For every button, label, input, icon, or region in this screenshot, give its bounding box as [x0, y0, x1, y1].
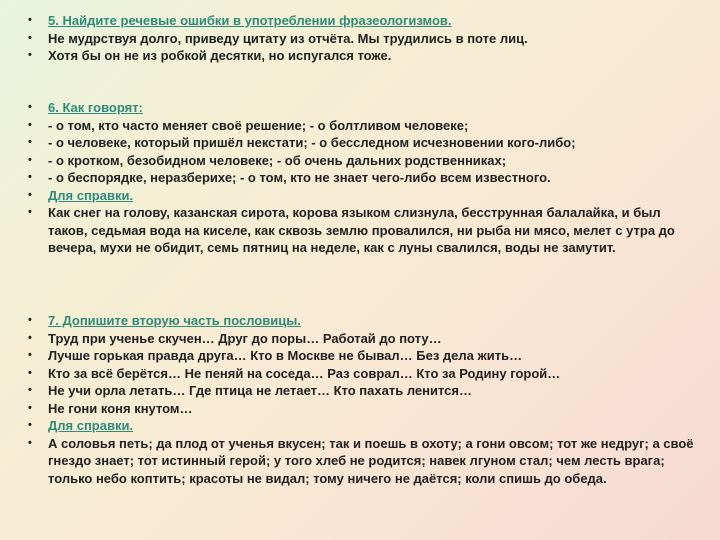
link-text[interactable]: 6. Как говорят: [48, 100, 143, 115]
line-text: Не мудрствуя долго, приведу цитату из отчёта. Мы трудились в поте лиц. [48, 30, 528, 46]
line-text: - о том, кто часто меняет своё решение; - о болтливом человеке; [48, 117, 469, 133]
exercise-5 [0, 12, 720, 65]
heading-link[interactable] [0, 12, 720, 30]
bullet-icon: • [28, 101, 32, 113]
line-text: Лучше горькая правда друга… Кто в Москве не бывал… Без дела жить… [48, 348, 523, 363]
text-line [0, 330, 720, 348]
line-text: - о беспорядке, неразберихе; - о том, кто не знает чего-либо всем известного. [48, 170, 551, 185]
heading-link[interactable] [0, 187, 720, 205]
bullet-icon: • [28, 118, 32, 131]
line-text: Не гони коня кнутом… [48, 400, 193, 416]
bullet-icon: • [28, 31, 32, 44]
line-text: Не учи орла летать… Где птица не летает… Кто пахать ленится… [48, 383, 472, 398]
text-line [0, 400, 720, 418]
bullet-icon: • [28, 206, 32, 218]
line-text: Кто за всё берётся… Не пеняй на соседа… Раз соврал… Кто за Родину горой… [48, 365, 561, 381]
line-text: Хотя бы он не из робкой десятки, но испугался тоже. [48, 48, 392, 63]
bullet-icon: • [28, 171, 32, 183]
text-line [0, 204, 720, 257]
bullet-icon: • [28, 49, 32, 61]
exercise-6 [0, 99, 720, 257]
bullet-icon: • [28, 153, 32, 166]
heading-link[interactable] [0, 312, 720, 330]
text-line [0, 347, 720, 365]
bullet-icon: • [28, 188, 32, 201]
bullet-icon: • [28, 14, 32, 26]
text-line [0, 169, 720, 187]
text-line [0, 365, 720, 383]
text-line [0, 117, 720, 135]
bullet-icon: • [28, 384, 32, 396]
bullet-icon: • [28, 419, 32, 431]
text-line [0, 152, 720, 170]
heading-link[interactable] [0, 99, 720, 117]
line-text: Труд при ученье скучен… Друг до поры… Работай до поту… [48, 330, 442, 346]
bullet-icon: • [28, 366, 32, 379]
link-text[interactable]: Для справки. [48, 187, 134, 203]
bullet-icon: • [28, 349, 32, 361]
line-text: - о человеке, который пришёл некстати; - о бесследном исчезновении кого-либо; [48, 135, 576, 150]
link-text[interactable]: 5. Найдите речевые ошибки в употреблении фразеологизмов. [48, 13, 452, 28]
bullet-icon: • [28, 436, 32, 449]
text-line [0, 134, 720, 152]
bullet-icon: • [28, 136, 32, 148]
text-line [0, 47, 720, 65]
bullet-icon: • [28, 401, 32, 414]
line-text: - о кротком, безобидном человеке; - об очень дальних родственниках; [48, 152, 507, 168]
link-text[interactable]: 7. Допишите вторую часть пословицы. [48, 313, 301, 328]
line-text: Как снег на голову, казанская сирота, корова языком слизнула, бесструнная балалайка, и был таков, седьмая вода на киселе, как сквозь землю провалился, ни рыба ни мясо, мелет с утра до вечера, мухи не обидит, семь пятниц на неделе, как с луны свалился, воды не замутит. [48, 205, 675, 255]
heading-link[interactable] [0, 417, 720, 435]
text-line [0, 382, 720, 400]
line-text: А соловья петь; да плод от ученья вкусен; так и поешь в охоту; а гони овсом; тот же недруг; а своё гнездо знает; тот истинный герой; у того хлеб не родится; навек лгуном стал; чем лесть врага; только небо коптить; красоты не видал; тому ничего не даётся; коли спишь до обеда. [48, 435, 694, 486]
link-text[interactable]: Для справки. [48, 418, 134, 433]
text-line [0, 30, 720, 48]
text-line [0, 435, 720, 488]
bullet-icon: • [28, 331, 32, 344]
exercise-7 [0, 312, 720, 487]
bullet-icon: • [28, 314, 32, 326]
